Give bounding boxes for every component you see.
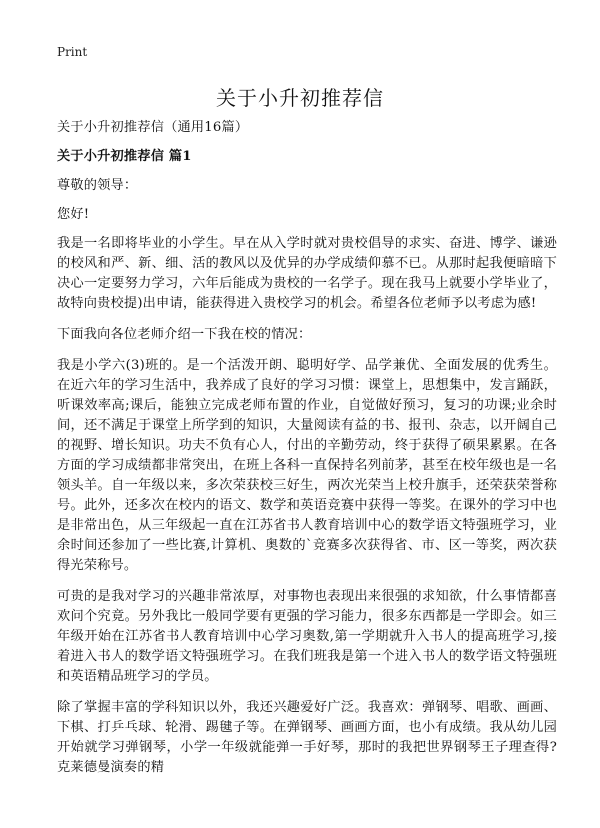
document-body [57, 118, 557, 789]
salutation: 尊敬的领导： [57, 178, 138, 193]
paragraph: 下面我向各位老师介绍一下我在校的情况： [57, 327, 312, 342]
print-link[interactable]: Print [57, 45, 88, 59]
paragraph: 我是一名即将毕业的小学生。早在从入学时就对贵校倡导的求实、奋进、博学、谦逊的校风和严、新、细、活的教风以及优异的办学成绩仰慕不已。从那时起我便暗暗下决心一定要努力学习，六年后能成为贵校的一名学子。现在我马上就要小学毕业了，故特向贵校提)出申请，能获得进入贵校学习的机会。希望各位老师予以考虑为感! [57, 236, 557, 311]
page-title: 关于小升初推荐信 [216, 86, 384, 110]
paragraph: 除了掌握丰富的学科知识以外，我还兴趣爱好广泛。我喜欢：弹钢琴、唱歌、画画、下棋、打乒乓球、轮滑、踢毽子等。在弹钢琴、画画方面，也小有成绩。我从幼儿园开始就学习弹钢琴，小学一年级就能弹一手好琴，那时的我把世界钢琴王子理查得?克莱德曼演奏的精 [57, 700, 557, 775]
paragraph: 可贵的是我对学习的兴趣非常浓厚，对事物也表现出来很强的求知欲，什么事情都喜欢问个究竟。另外我比一般同学要有更强的学习能力，很多东西都是一学即会。如三年级开始在江苏省书人教育培训中心学习奥数,第一学期就升入书人的提高班学习,接着进入书人的数学语文特强班学习。在我们班我是第一个进入书人的数学语文特强班和英语精品班学习的学员。 [57, 589, 557, 684]
greeting: 您好! [57, 207, 90, 222]
document-subtitle: 关于小升初推荐信（通用16篇） [57, 120, 249, 135]
paragraph: 我是小学六(3)班的。是一个活泼开朗、聪明好学、品学兼优、全面发展的优秀生。在近六年的学习生活中，我养成了良好的学习习惯：课堂上，思想集中，发言踊跃，听课效率高;课后，能独立完成老师布置的作业，自觉做好预习，复习的功课;业余时间，还不满足于课堂上所学到的知识，大量阅读有益的书、报刊、杂志，以开阔自己的视野、增长知识。功夫不负有心人，付出的辛勤劳动，终于获得了硕果累累。在各方面的学习成绩都非常突出，在班上各科一直保持名列前茅，甚至在校年级也是一名领头羊。自一年级以来，多次荣获校三好生，两次光荣当上校升旗手，还荣获荣誉称号。此外，还多次在校内的语文、数学和英语竞赛中获得一等奖。在课外的学习中也是非常出色，从三年级起一直在江苏省书人教育培训中心的数学语文特强班学习，业余时间还参加了一些比赛,计算机、奥数的`竞赛多次获得省、市、区一等奖，两次获得光荣称号。 [57, 358, 557, 573]
section-heading: 关于小升初推荐信 篇1 [57, 149, 192, 164]
